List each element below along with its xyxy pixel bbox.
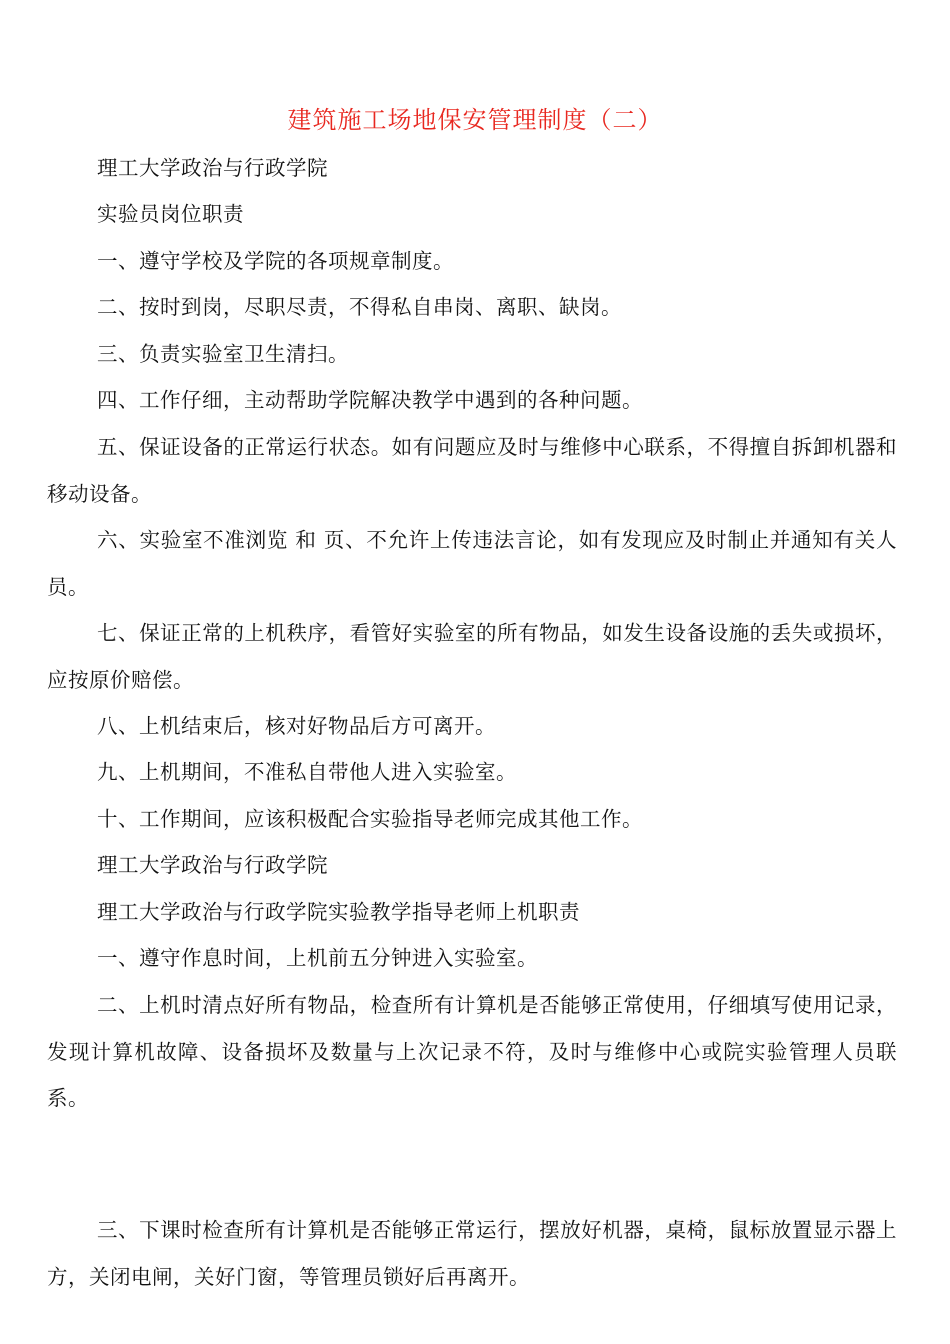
paragraph-duty-2: 二、上机时清点好所有物品，检查所有计算机是否能够正常使用，仔细填写使用记录，发现计算机故障、设备损坏及数量与上次记录不符，及时与维修中心或院实验管理人员联系。 [47, 993, 897, 1110]
paragraph-section-heading: 实验员岗位职责 [97, 202, 244, 226]
paragraph-duty-1: 一、遵守作息时间，上机前五分钟进入实验室。 [97, 946, 538, 970]
paragraph-duty-3: 三、下课时检查所有计算机是否能够正常运行，摆放好机器，桌椅，鼠标放置显示器上方，关闭电闸，关好门窗，等管理员锁好后再离开。 [47, 1218, 897, 1289]
paragraph-institution-2: 理工大学政治与行政学院 [97, 853, 328, 877]
paragraph-item-4: 四、工作仔细，主动帮助学院解决教学中遇到的各种问题。 [97, 388, 643, 412]
paragraph-item-2: 二、按时到岗，尽职尽责，不得私自串岗、离职、缺岗。 [97, 295, 622, 319]
paragraph-item-7: 七、保证正常的上机秩序，看管好实验室的所有物品，如发生设备设施的丢失或损坏，应按原价赔偿。 [47, 621, 897, 692]
document-title: 建筑施工场地保安管理制度（二） [287, 106, 663, 134]
paragraph-item-3: 三、负责实验室卫生清扫。 [97, 342, 349, 366]
paragraph-section-heading-2: 理工大学政治与行政学院实验教学指导老师上机职责 [97, 900, 580, 924]
paragraph-item-10: 十、工作期间，应该积极配合实验指导老师完成其他工作。 [97, 807, 643, 831]
paragraph-item-5: 五、保证设备的正常运行状态。如有问题应及时与维修中心联系，不得擅自拆卸机器和移动设备。 [47, 435, 897, 506]
paragraph-item-1: 一、遵守学校及学院的各项规章制度。 [97, 249, 454, 273]
paragraph-item-9: 九、上机期间，不准私自带他人进入实验室。 [97, 760, 517, 784]
paragraph-item-6: 六、实验室不准浏览 和 页、不允许上传违法言论，如有发现应及时制止并通知有关人员。 [47, 528, 897, 599]
paragraph-item-8: 八、上机结束后，核对好物品后方可离开。 [97, 714, 496, 738]
paragraph-institution: 理工大学政治与行政学院 [97, 156, 328, 180]
